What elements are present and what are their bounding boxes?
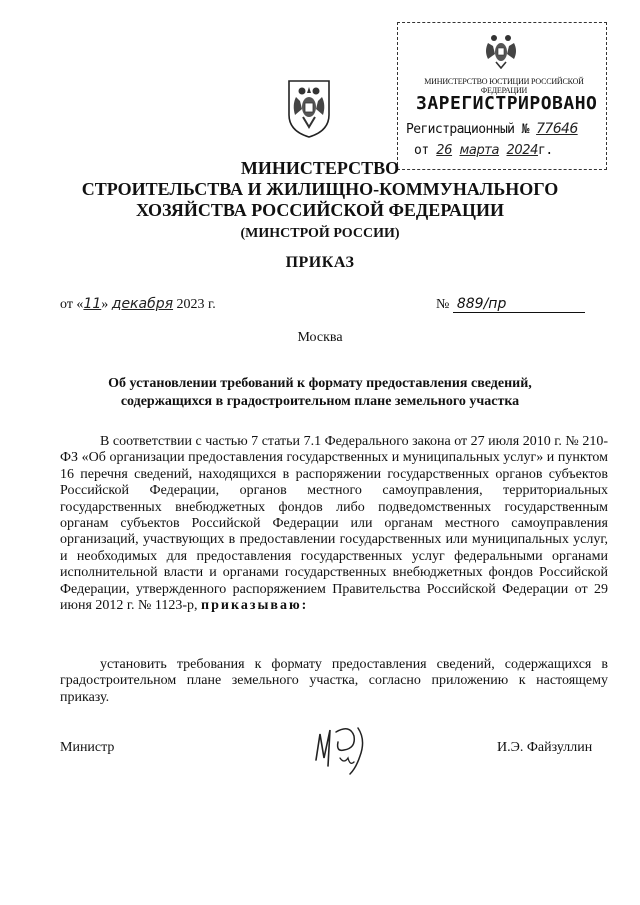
subject-line-2: содержащихся в градостроительном плане земельного участка (120, 394, 520, 409)
stamp-registered-label: ЗАРЕГИСТРИРОВАНО (416, 93, 598, 114)
stamp-ministry: МИНИСТЕРСТВО ЮСТИЦИИ РОССИЙСКОЙ ФЕДЕРАЦИИ (424, 77, 584, 95)
signatory-name: И.Э. Файзуллин (497, 740, 593, 755)
registration-stamp (397, 22, 607, 170)
subject-line-1: Об установлении требований к формату предоставления сведений, (108, 376, 532, 391)
signatory-title: Министр (60, 740, 115, 755)
body-paragraph-2: установить требования к формату предоставления сведений, содержащихся в градостроительном плане земельного участка, согласно приложению к настоящему приказу. (60, 657, 608, 705)
ministry-line-2: СТРОИТЕЛЬСТВА И ЖИЛИЩНО-КОММУНАЛЬНОГО (81, 179, 559, 199)
stamp-reg-label: Регистрационный № (406, 122, 529, 137)
stamp-date-year: 2024 (506, 143, 538, 158)
order-date-month: декабря (111, 296, 174, 312)
stamp-date-prefix: от (414, 143, 429, 158)
order-subject (0, 375, 640, 411)
ministry-line-1: МИНИСТЕРСТВО (240, 158, 400, 178)
order-date-day: 11 (83, 296, 102, 312)
stamp-registration-line (406, 121, 578, 137)
order-date-mid: » (101, 297, 109, 312)
body-paragraph-1 (60, 434, 608, 614)
coat-of-arms-emblem (286, 75, 332, 139)
order-date (60, 296, 216, 313)
order-word: приказываю: (201, 598, 309, 614)
ministry-name (0, 158, 640, 221)
order-number (436, 296, 585, 313)
ministry-abbreviation: (МИНСТРОЙ РОССИИ) (240, 226, 400, 241)
ministry-line-3: ХОЗЯЙСТВА РОССИЙСКОЙ ФЕДЕРАЦИИ (135, 200, 505, 220)
stamp-date-day: 26 (436, 143, 453, 158)
handwritten-signature (310, 720, 380, 776)
order-date-prefix: от « (60, 297, 84, 312)
order-number-value: 889/пр (453, 296, 585, 313)
stamp-emblem (482, 29, 520, 69)
stamp-date-month: марта (459, 143, 500, 158)
order-date-year: 2023 г. (173, 297, 216, 312)
order-city: Москва (297, 330, 343, 345)
stamp-reg-number: 77646 (536, 121, 578, 137)
body-paragraph-1-text: В соответствии с частью 7 статьи 7.1 Федерального закона от 27 июля 2010 г. № 210-ФЗ «Об организации предоставления государственных и муниципальных услуг» и пунктом 16 перечня сведений, находящихся в распоряжении государственных органов субъектов Российской Федерации, органов местного самоуправления, территориальных государственных внебюджетных фондов либо подведомственных государственным органам субъектов Российской Федерации или органам местного самоуправления организаций, участвующих в предоставлении государственных или муниципальных услуг, и необходимых для предоставления государственных услуг федеральными органами исполнительной власти и органами государственных внебюджетных фондов Российской Федерации, утвержденного распоряжением Правительства Российской Федерации от 29 июня 2012 г. № 1123-р, (60, 434, 608, 614)
stamp-date-line (414, 143, 553, 158)
order-number-label: № (436, 297, 450, 312)
document-type: ПРИКАЗ (285, 254, 355, 271)
stamp-date-suffix: г. (537, 143, 553, 158)
